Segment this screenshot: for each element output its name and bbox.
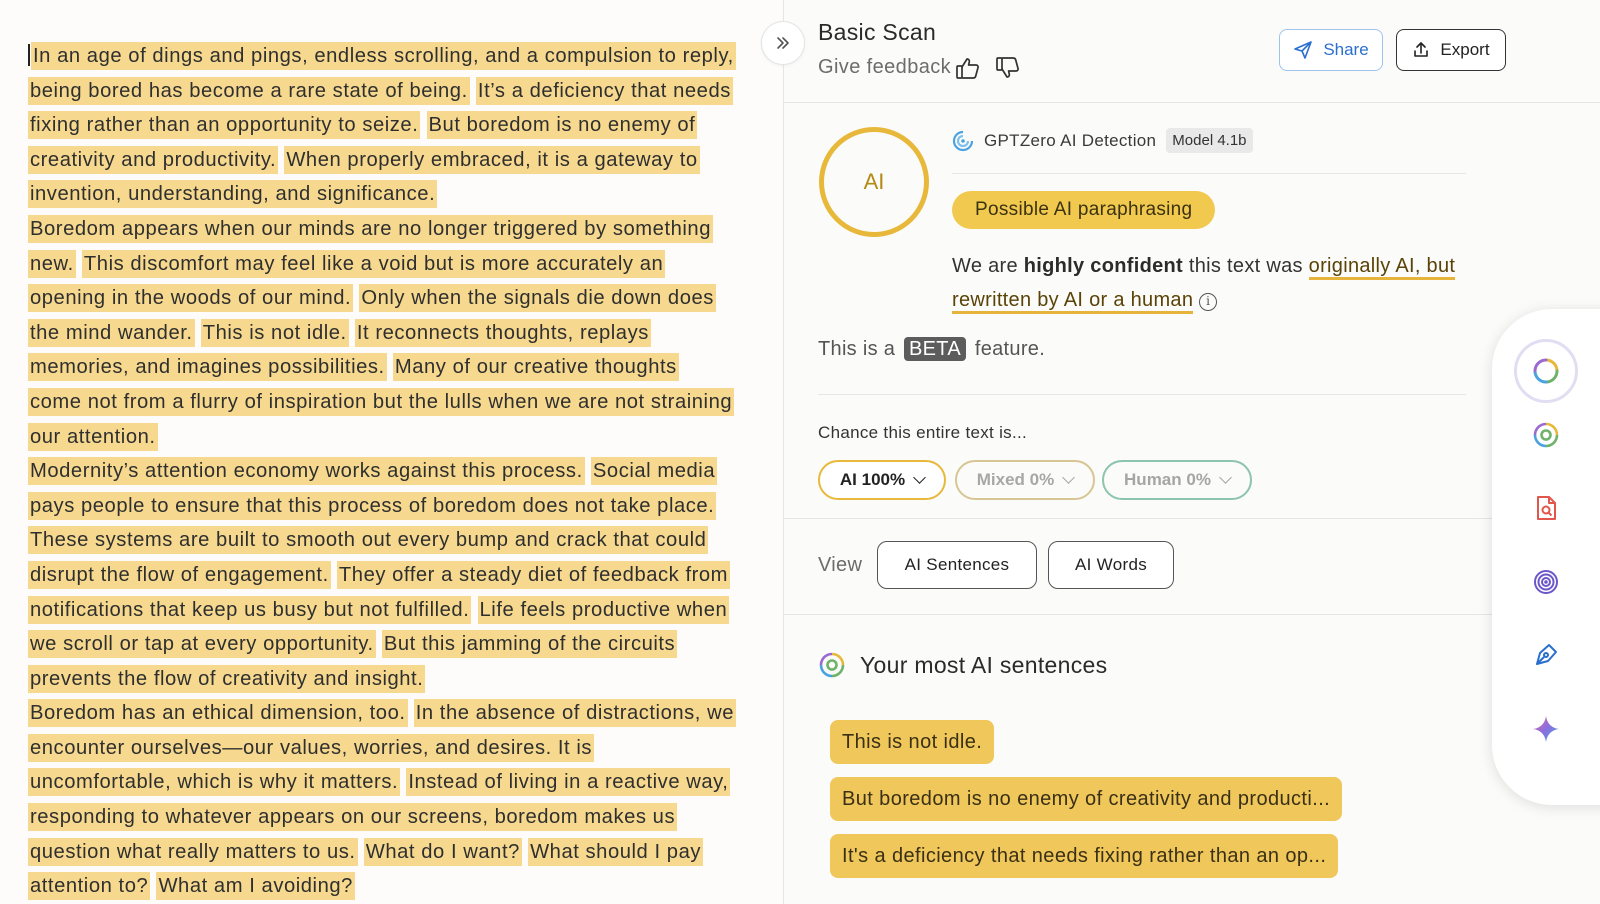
confidence-statement	[952, 249, 1472, 317]
share-button[interactable]	[1279, 29, 1383, 71]
human-percent-dropdown[interactable]	[1102, 460, 1252, 500]
highlighted-sentence: This is not idle.	[201, 319, 349, 347]
sentence-gap	[195, 322, 201, 344]
divider	[784, 518, 1600, 519]
verdict-badge: Possible AI paraphrasing	[952, 191, 1215, 229]
mixed-percent-label: Mixed 0%	[976, 470, 1055, 489]
confidence-result: originally AI, but rewritten by AI or a human	[952, 255, 1455, 314]
pen-icon[interactable]	[1532, 641, 1560, 669]
highlighted-sentence: Boredom appears when our minds are no longer triggered by something new.	[28, 215, 713, 278]
most-ai-header	[818, 651, 1107, 679]
beta-note	[818, 338, 1045, 361]
highlighted-sentence: Instead of living in a reactive way, responding to whatever appears on our screens, boredom makes us question what really matters to us.	[28, 768, 730, 865]
highlighted-sentence: It reconnects thoughts, replays memories, and imagines possibilities.	[28, 319, 651, 382]
beta-prefix: This is a	[818, 338, 896, 360]
export-label: Export	[1440, 40, 1490, 59]
highlighted-sentence: Life feels productive when we scroll or tap at every opportunity.	[28, 596, 729, 659]
human-percent-label: Human 0%	[1124, 470, 1211, 489]
detector-name: GPTZero AI Detection	[984, 130, 1157, 150]
collapse-panel-button[interactable]	[761, 21, 805, 65]
sentence-gap	[471, 599, 477, 621]
editor-paragraph	[28, 454, 734, 696]
highlighted-sentence: It’s a deficiency that needs fixing rather than an opportunity to seize.	[28, 77, 733, 140]
double-chevron-right-icon	[775, 35, 791, 51]
sentence-gap	[331, 564, 337, 586]
view-label: View	[818, 554, 863, 576]
sentence-gap	[76, 253, 82, 275]
highlighted-sentence: Only when the signals die down does the mind wander.	[28, 284, 716, 347]
model-badge: Model 4.1b	[1166, 128, 1252, 153]
sentence-gap	[358, 841, 364, 863]
thumbs-down-icon[interactable]	[994, 54, 1022, 82]
sentence-gap	[408, 702, 414, 724]
highlighted-sentence: What should I pay attention to?	[28, 838, 703, 901]
chevron-down-icon	[1062, 471, 1075, 484]
sentence-gap	[376, 633, 382, 655]
most-ai-title: Your most AI sentences	[860, 651, 1108, 678]
sentence-gap	[470, 80, 476, 102]
sentence-gap	[585, 460, 591, 482]
highlighted-sentence: They offer a steady diet of feedback from notifications that keep us busy but not fulfilled.	[28, 561, 730, 624]
panel-header	[784, 0, 1600, 103]
highlighted-sentence: This discomfort may feel like a void but is more accurately an opening in the woods of our mind.	[28, 250, 665, 313]
ai-score-ring	[819, 127, 929, 237]
highlighted-sentence: What am I avoiding?	[156, 872, 354, 900]
gptzero-logo-icon	[818, 651, 846, 679]
ai-percent-label: AI 100%	[839, 470, 906, 489]
ai-sentence-item[interactable]: It's a deficiency that needs fixing rather than an op...	[830, 834, 1338, 878]
confidence-middle: this text was	[1183, 255, 1309, 277]
ai-sentences-button[interactable]: AI Sentences	[877, 541, 1037, 589]
thumbs-up-icon[interactable]	[954, 54, 982, 82]
document-search-icon[interactable]	[1532, 494, 1560, 522]
editor-text[interactable]	[28, 39, 734, 904]
highlighted-sentence: What do I want?	[364, 838, 522, 866]
panel-divider	[783, 0, 784, 904]
upload-icon	[1412, 41, 1430, 59]
divider	[818, 394, 1466, 395]
fingerprint-icon[interactable]	[1532, 568, 1560, 596]
highlighted-sentence: When properly embraced, it is a gateway to invention, understanding, and significance.	[28, 146, 700, 209]
highlighted-sentence: Boredom has an ethical dimension, too.	[28, 699, 408, 727]
results-panel	[784, 0, 1600, 904]
ai-percent-dropdown[interactable]	[818, 460, 946, 500]
ai-scan-icon	[1531, 356, 1561, 386]
text-editor[interactable]	[0, 0, 783, 904]
highlighted-sentence: Modernity’s attention economy works against this process.	[28, 457, 585, 485]
highlighted-sentence: In the absence of distractions, we encounter ourselves—our values, worries, and desires. It is uncomfortable, which is why it matters.	[28, 699, 736, 796]
feedback-label: Give feedback	[818, 56, 952, 78]
highlighted-sentence: But this jamming of the circuits prevents the flow of creativity and insight.	[28, 630, 677, 693]
editor-paragraph	[28, 39, 734, 212]
ai-sentence-item[interactable]: This is not idle.	[830, 720, 994, 764]
beta-suffix: feature.	[974, 338, 1046, 360]
mixed-percent-dropdown[interactable]	[955, 460, 1095, 500]
ai-scan-tool[interactable]	[1514, 339, 1578, 403]
highlighted-sentence: Social media pays people to ensure that this process of boredom does not take place.	[28, 457, 717, 520]
gptzero-logo-icon	[952, 130, 974, 152]
highlighted-sentence: In an age of dings and pings, endless scrolling, and a compulsion to reply, being bored has become a rare state of being.	[28, 42, 736, 105]
info-icon[interactable]: i	[1199, 293, 1217, 311]
chevron-down-icon	[1219, 471, 1232, 484]
ai-ring-label: AI	[863, 169, 885, 194]
highlighted-sentence: But boredom is no enemy of creativity and productivity.	[28, 111, 697, 174]
sentence-gap	[387, 356, 393, 378]
send-icon	[1293, 40, 1313, 60]
editor-paragraph	[28, 212, 734, 454]
detector-row	[952, 128, 1253, 153]
gptzero-logo-icon[interactable]	[1532, 421, 1560, 449]
divider	[952, 173, 1466, 174]
ai-sentence-item[interactable]: But boredom is no enemy of creativity and producti...	[830, 777, 1342, 821]
ai-words-button[interactable]: AI Words	[1048, 541, 1174, 589]
chevron-down-icon	[913, 471, 926, 484]
sentence-gap	[420, 114, 426, 136]
export-button[interactable]	[1396, 29, 1506, 71]
chance-label: Chance this entire text is...	[818, 423, 1028, 442]
share-label: Share	[1323, 40, 1369, 59]
divider	[784, 614, 1600, 615]
scan-title: Basic Scan	[818, 19, 937, 45]
highlighted-sentence: Many of our creative thoughts come not from a flurry of inspiration but the lulls when we are not straining our attention.	[28, 353, 734, 450]
tool-dock	[1492, 309, 1600, 805]
sentence-gap	[349, 322, 355, 344]
sparkle-icon[interactable]	[1532, 715, 1560, 743]
confidence-prefix: We are	[952, 255, 1024, 277]
highlighted-sentence: These systems are built to smooth out every bump and crack that could disrupt the flow of engagement.	[28, 526, 708, 589]
beta-badge: BETA	[904, 337, 966, 361]
editor-paragraph	[28, 696, 734, 904]
confidence-strength: highly confident	[1023, 255, 1183, 277]
text-cursor	[28, 44, 30, 66]
